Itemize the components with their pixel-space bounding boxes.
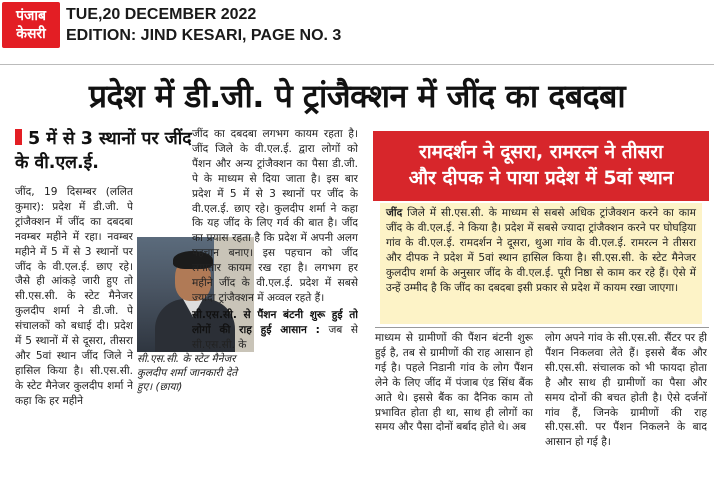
summary-text: जिले में सी.एस.सी. के माध्यम से सबसे अधिक ट्रांजैक्शन करने का काम जींद के वी.एल.ई. ने किया है। प्रदेश में सबसे ज्यादा ट्रांजैक्शन करने पर घोघड़िया गांव के वी.एल.ई. रामदर्शन ने दूसरा, थुआ गांव के वी.एल.ई. रामरत्न ने तीसरा और दीपक ने प्रदेश में 5वां स्थान हासिल किया है। सी.एस.सी. के स्टेट मैनेजर कुलदीप शर्मा के अनुसार जींद के वी.एल.ई. पूरी निष्ठा से काम कर रहे हैं। ऐसे में उन्हें उम्मीद है कि जींद का दबदबा इसी प्रकार से प्रदेश में कायम रखा जाएगा। — [386, 207, 696, 294]
article-column-4 — [545, 331, 707, 492]
column-1-text: जींद, 19 दिसम्बर (ललित कुमार): प्रदेश में डी.जी. पे ट्रांजैक्शन में जींद का दबदबा नवम्बर महीने में रहा। नवम्बर महीने में 5 में से 3 स्थानों पर जींद के वी.एल.ई. छाए रहे। जैसे ही आंकड़े जारी हुए तो सी.एस.सी. के स्टेट मैनेजर कुलदीप शर्मा ने डी.जी. पे संचालकों को बधाई दी। प्रदेश में 5 स्थानों में से दूसरा, तीसरा और 5वां स्थान जींद जिले ने हासिल किया है। सी.एस.सी. के स्टेट मैनेजर कुलदीप शर्मा ने कहा कि हर महीने — [15, 186, 133, 407]
column-4-text: लोग अपने गांव के सी.एस.सी. सैंटर पर ही पैंशन निकलवा लेते हैं। इससे बैंक और सी.एस.सी. संचालक को भी फायदा होता है और साथ ही ग्रामीणों का पैसा और समय दोनों की बचत होती है। ऐसे दर्जनों गांव हैं, जिनके ग्रामीणों की राह सी.एस.सी. पर पैंशन निकलने के बाद आसान हो गई है। — [545, 332, 707, 449]
highlight-summary-box — [380, 203, 702, 324]
red-box-line1: रामदर्शन ने दूसरा, रामरत्न ने तीसरा — [418, 141, 664, 163]
column-2-tail: जब से सी.एस.सी. के — [192, 323, 358, 351]
logo-line1: पंजाब — [16, 8, 46, 24]
summary-lead: जींद — [386, 207, 403, 219]
red-box-line2: और दीपक ने पाया प्रदेश में 5वां स्थान — [408, 167, 674, 189]
newspaper-logo — [2, 2, 60, 48]
column-2-text: जींद का दबदबा लगभग कायम रहता है। जींद जिले के वी.एल.ई. द्वारा लोगों को पैंशन और अन्य ट्रांजैक्शन का पैसा डी.जी. पे के माध्यम से दिया जाता है। इस बार प्रदेश में 5 में से 3 स्थानों पर जींद के वी.एल.ई. छाए रहे। कुलदीप शर्मा ने कहा कि यह जींद के लिए गर्व की बात है। जींद का प्रयास रहता है कि प्रदेश में अपनी अलग पहचान बनाए। इस पहचान को जींद लगातार कायम रख रहा है। लगभग हर महीने जींद के वी.एल.ई. प्रदेश में सबसे ज्यादा ट्रांजैक्शन में अव्वल रहते हैं। — [192, 128, 358, 304]
article-column-2 — [192, 127, 358, 492]
highlight-red-box — [373, 131, 709, 201]
column-3-text: माध्यम से ग्रामीणों की पैंशन बंटनी शुरू हुई है, तब से ग्रामीणों की राह आसान हो गई है। पहले निडानी गांव के लोग पैंशन लेने के लिए जींद में पंजाब एंड सिंध बैंक आते थे। इससे बैंक का दैनिक काम तो प्रभावित होता ही था, साथ ही लोगों का समय और पैसा दोनों बर्बाद होते थे। अब — [375, 332, 533, 434]
article-column-1 — [15, 185, 133, 492]
subhead-marker — [15, 129, 22, 145]
masthead-meta — [66, 4, 341, 46]
article-column-3 — [375, 331, 533, 492]
article-subhead — [15, 127, 195, 175]
photo-caption: सी.एस.सी. के स्टेट मैनेजर कुलदीप शर्मा जानकारी देते हुए। (छाया) — [137, 353, 238, 393]
publication-date: TUE,20 DECEMBER 2022 — [66, 6, 257, 23]
logo-line2: केसरी — [16, 26, 46, 42]
article-headline: प्रदेश में डी.जी. पे ट्रांजैक्शन में जींद का दबदबा — [88, 77, 626, 115]
header-divider — [0, 64, 714, 65]
subhead-text: 5 में से 3 स्थानों पर जींद के वी.एल.ई. — [15, 129, 192, 173]
box-divider — [375, 327, 709, 328]
pension-subheading: सी.एस.सी. से पैंशन बंटनी शुरू हुई तो लोगों की राह हुई आसान : — [192, 308, 358, 336]
edition-info: EDITION: JIND KESARI, PAGE NO. 3 — [66, 27, 342, 44]
